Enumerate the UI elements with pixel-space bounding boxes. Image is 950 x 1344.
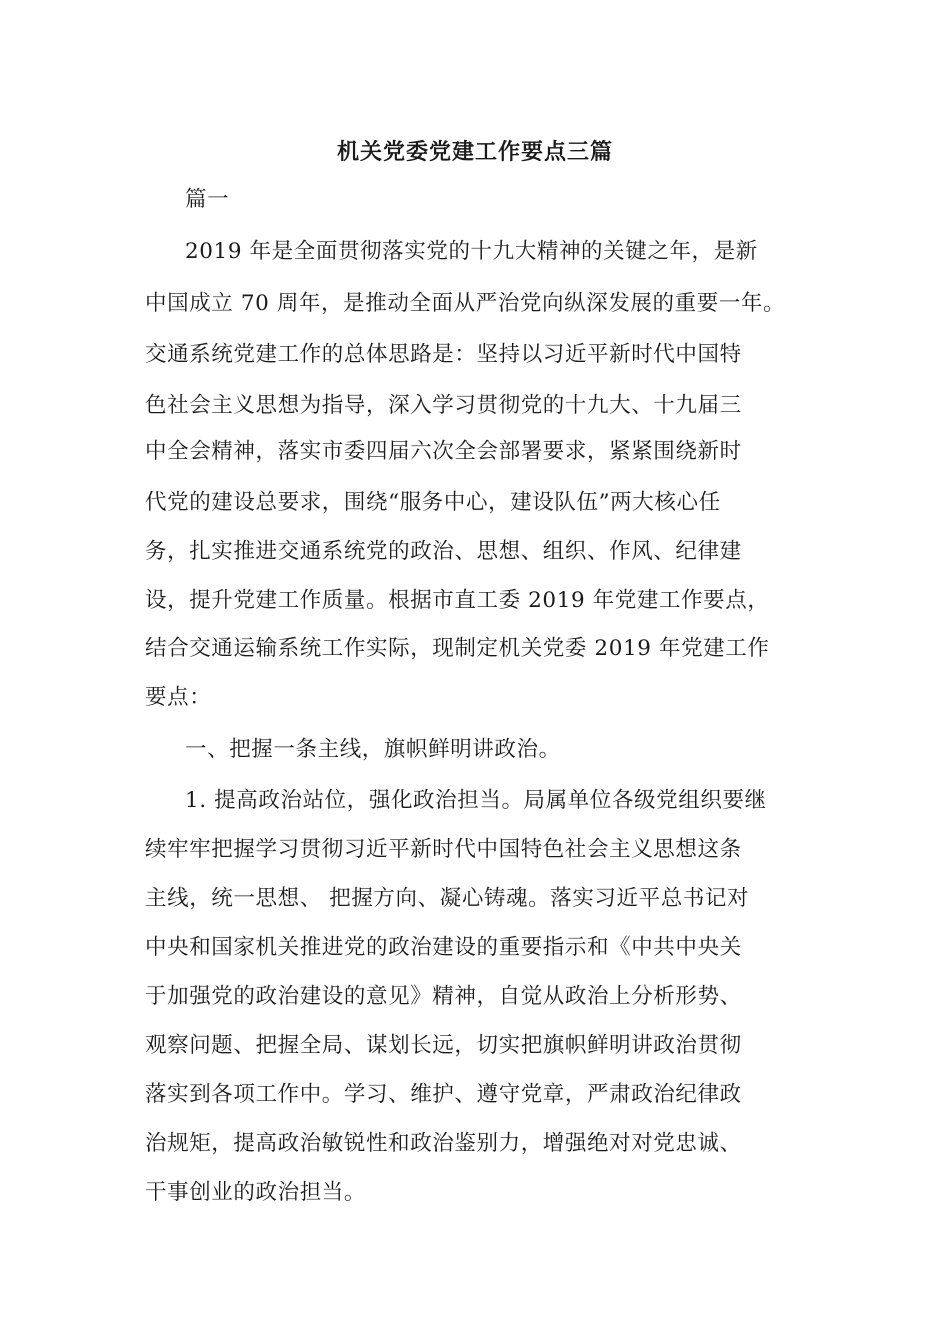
text-line: 观察问题、把握全局、谋划长远，切实把旗帜鲜明讲政治贯彻 (145, 1033, 742, 1058)
text-line: 续牢牢把握学习贯彻习近平新时代中国特色社会主义思想这条 (145, 837, 742, 862)
text-line: 结合交通运输系统工作实际，现制定机关党委 2019 年党建工作 (145, 636, 770, 661)
text-line: 中全会精神，落实市委四届六次全会部署要求，紧紧围绕新时 (145, 439, 742, 464)
text-line: 干事创业的政治担当。 (145, 1180, 367, 1205)
text-line: 于加强党的政治建设的意见》精神，自觉从政治上分析形势、 (145, 984, 742, 1009)
text-line: 色社会主义思想为指导，深入学习贯彻党的十九大、十九届三 (145, 393, 742, 418)
text-line: 务，扎实推进交通系统党的政治、思想、组织、作风、纪律建 (145, 539, 742, 564)
text-line: 主线，统一思想、 把握方向、凝心铸魂。落实习近平总书记对 (145, 886, 750, 911)
section-label: 篇一 (185, 187, 230, 212)
text-line: 落实到各项工作中。学习、维护、遵守党章，严肃政治纪律政 (145, 1082, 742, 1107)
text-line: 交通系统党建工作的总体思路是：坚持以习近平新时代中国特 (145, 342, 742, 367)
text-line: 中国成立 70 周年，是推动全面从严治党向纵深发展的重要一年。 (145, 291, 786, 316)
text-line: 治规矩，提高政治敏锐性和政治鉴别力，增强绝对对党忠诚、 (145, 1131, 742, 1156)
text-line: 要点： (145, 685, 212, 710)
text-line: 2019 年是全面贯彻落实党的十九大精神的关键之年，是新 (185, 239, 758, 264)
text-line: 中央和国家机关推进党的政治建设的重要指示和《中共中央关 (145, 935, 742, 960)
text-line: 代党的建设总要求，围绕“服务中心，建设队伍”两大核心任 (145, 490, 721, 515)
text-line: 设，提升党建工作质量。根据市直工委 2019 年党建工作要点， (145, 588, 770, 613)
document-title: 机关党委党建工作要点三篇 (336, 139, 613, 165)
section-heading: 一、把握一条主线，旗帜鲜明讲政治。 (185, 737, 561, 762)
text-line: 1. 提高政治站位，强化政治担当。局属单位各级党组织要继 (185, 788, 767, 813)
